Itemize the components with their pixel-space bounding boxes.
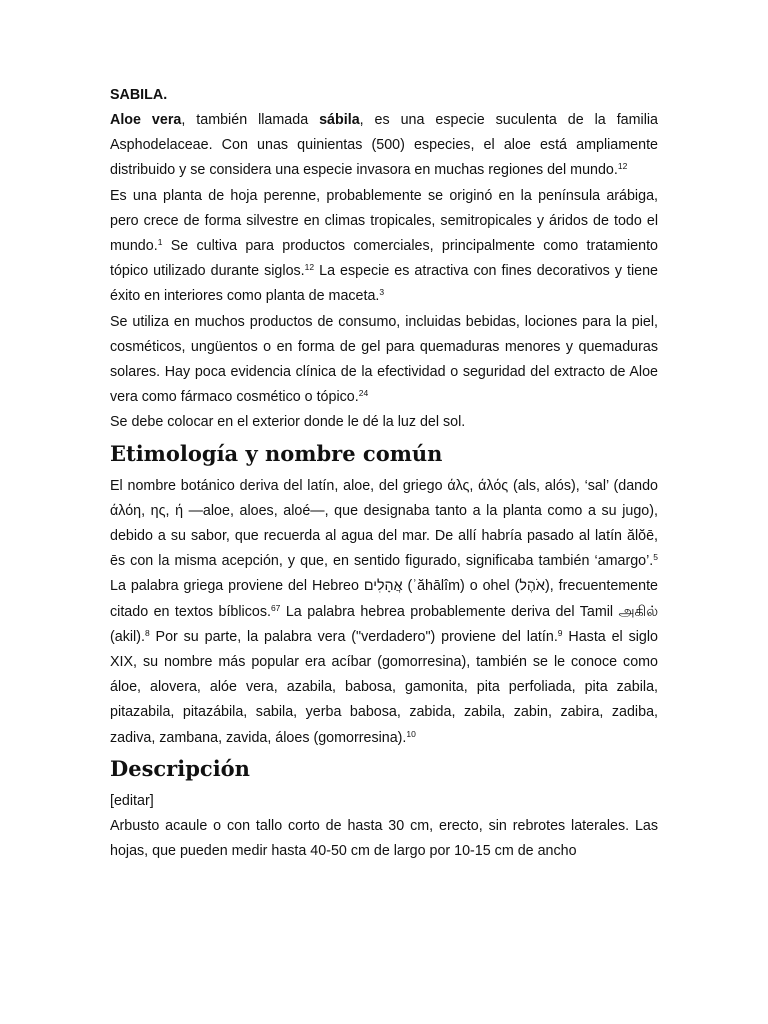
etymology-paragraph <box>110 474 658 751</box>
footnote-ref[interactable]: 1 <box>157 237 163 248</box>
intro-paragraph <box>110 108 658 184</box>
section-heading-etymology: Etimología y nombre común <box>110 440 443 466</box>
intro-text-1: , también llamada <box>181 112 320 128</box>
origin-text-3: La especie es atractiva con fines decorativos y tiene éxito en interiores como planta de maceta. <box>110 263 658 305</box>
footnote-ref[interactable]: 8 <box>144 627 150 638</box>
footnote-ref[interactable]: 67 <box>270 602 281 613</box>
origin-text-1: Es una planta de hoja perenne, probablemente se originó en la península arábiga, pero crece de forma silvestre en climas tropicales, semitropicales y áridos de todo el mundo. <box>110 187 658 255</box>
footnote-ref[interactable]: 3 <box>379 287 385 298</box>
placement-paragraph: Se debe colocar en el exterior donde le dé la luz del sol. <box>110 414 466 431</box>
uses-paragraph <box>110 310 658 411</box>
etymology-text-4: Por su parte, la palabra vera ("verdadero") proviene del latín. <box>149 628 558 645</box>
footnote-ref[interactable]: 5 <box>653 552 658 563</box>
term-aloe-vera: Aloe vera <box>110 112 182 128</box>
document-page <box>110 86 658 864</box>
origin-paragraph <box>110 184 658 310</box>
footnote-ref[interactable]: 12 <box>304 262 315 273</box>
section-heading-description: Descripción <box>110 755 250 781</box>
description-paragraph: Arbusto acaule o con tallo corto de hasta 30 cm, erecto, sin rebrotes laterales. Las hojas, que pueden medir hasta 40-50 cm de largo por 10-15 cm de ancho <box>110 818 658 860</box>
term-sabila: sábila <box>319 112 360 128</box>
etymology-text-5: Hasta el siglo XIX, su nombre más popular era acíbar (gomorresina), también se le conoce como áloe, alovera, alóe vera, azabila, babosa, gamonita, pita perfoliada, pita zabila, pitazabila, pitazábila, sabila, yerba babosa, zabida, zabila, zabin, zabira, zadiba, zadiva, zambana, zavida, áloes (gomorresina). <box>110 628 658 746</box>
etymology-text-2: La palabra griega proviene del Hebreo אֲהָלִים (ʾăhālîm) o ohel (אֹהֶל), frecuentemente citado en textos bíblicos. <box>110 578 659 620</box>
footnote-ref[interactable]: 9 <box>557 627 563 638</box>
intro-text-2: , es una especie suculenta de la familia Asphodelaceae. Con unas quinientas (500) especies, el aloe está ampliamente distribuido y se considera una especie invasora en muchas regiones del mundo. <box>110 112 659 179</box>
footnote-ref[interactable]: 24 <box>358 388 369 399</box>
footnote-ref[interactable]: 10 <box>406 728 416 739</box>
uses-text: Se utiliza en muchos productos de consumo, incluidas bebidas, lociones para la piel, cosméticos, ungüentos o en forma de gel para quemaduras menores y quemaduras solares. Hay poca evidencia clínica de la efectividad o seguridad del extracto de Aloe vera como fármaco cosmético o tópico. <box>110 313 658 406</box>
document-title: SABILA. <box>110 87 168 103</box>
footnote-ref[interactable]: 12 <box>617 161 628 172</box>
edit-link[interactable]: [editar] <box>110 792 154 809</box>
etymology-text-1: El nombre botánico deriva del latín, aloe, del griego άλς, άλός (als, alós), ‘sal’ (dando άλόη, ης, ή —aloe, aloes, aloé—, que designaba tanto a la planta como a su jugo), debido a su sabor, que recuerda al agua del mar. De allí habría pasado al latín ălŏē, ēs con la misma acepción, y que, en sentido figurado, significaba también ‘amargo’. <box>110 477 658 570</box>
etymology-text-3: La palabra hebrea probablemente deriva del Tamil அகில் (akil). <box>110 603 658 645</box>
origin-text-2: Se cultiva para productos comerciales, principalmente como tratamiento tópico utilizado durante siglos. <box>110 238 658 280</box>
